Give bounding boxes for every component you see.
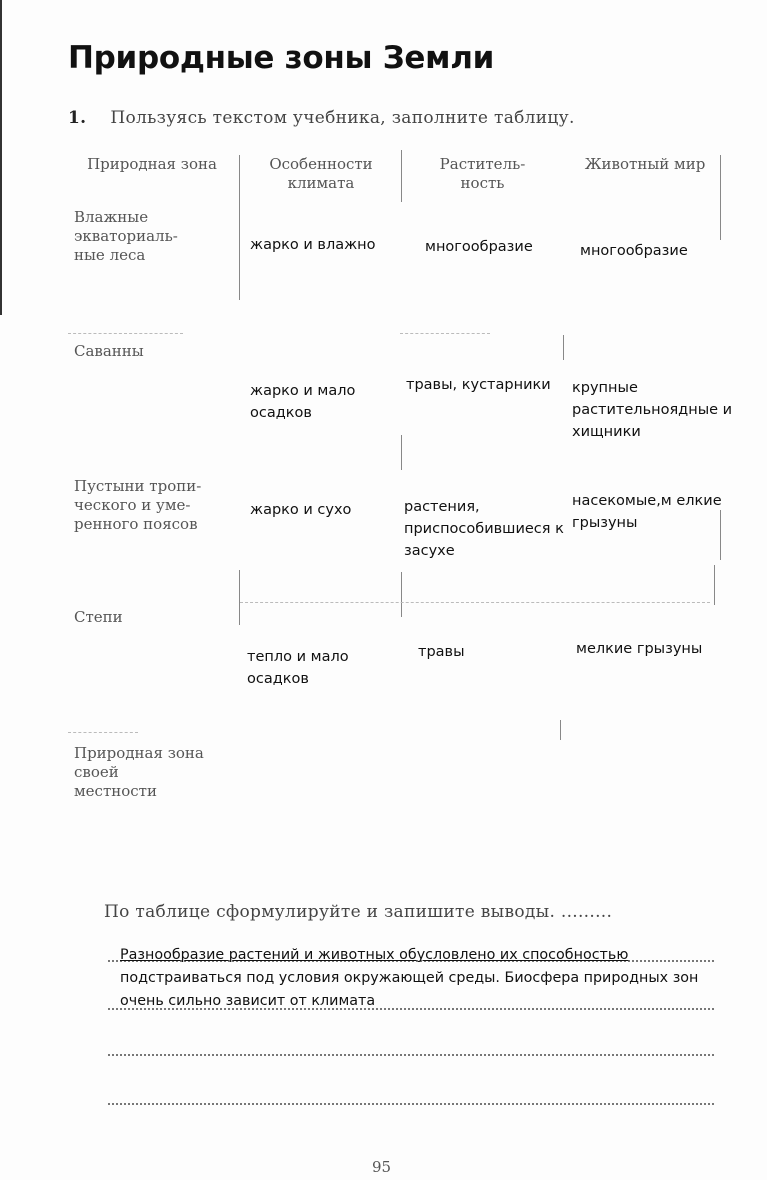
answer-first-line: Разнообразие растений и животных обусловлено их способностью [120, 947, 629, 963]
answer-continuation: подстраиваться под условия окружающей среды. Биосфера природных зон очень сильно зависит от климата [120, 970, 699, 1009]
header-climate: Особенности климата [269, 155, 373, 192]
page-edge [0, 0, 2, 315]
table-divider [401, 150, 402, 202]
zone-name: Саванны [74, 342, 144, 360]
row-divider [400, 333, 490, 334]
climate-cell: жарко и мало осадков [250, 383, 356, 421]
table-divider [720, 155, 721, 240]
task-text: Пользуясь текстом учебника, заполните таблицу. [110, 108, 575, 128]
page-number: 95 [372, 1158, 392, 1176]
vegetation-cell: травы, кустарники [406, 377, 551, 393]
zone-name: Природная зона своей местности [74, 744, 204, 800]
vegetation-cell: травы [418, 644, 465, 660]
vegetation-cell: многообразие [425, 239, 533, 255]
vegetation-cell: растения, приспособившиеся к засухе [404, 499, 564, 559]
page-title: Природные зоны Земли [68, 40, 495, 76]
table-divider [560, 720, 561, 740]
answer-line [108, 1054, 714, 1056]
header-zone: Природная зона [87, 155, 217, 173]
animals-cell: мелкие грызуны [576, 641, 703, 657]
task-number: 1. [68, 108, 87, 128]
table-divider [239, 155, 240, 300]
row-divider [68, 732, 138, 733]
table-divider [239, 570, 240, 625]
row-divider [68, 333, 183, 334]
zone-name: Пустыни тропи- ческого и уме- ренного поясов [74, 477, 202, 533]
table-divider [401, 435, 402, 470]
header-animals: Животный мир [584, 155, 706, 173]
header-vegetation: Раститель- ность [439, 155, 526, 192]
climate-cell: жарко и влажно [250, 237, 376, 253]
task-instruction [68, 108, 575, 128]
answer-line [108, 1103, 714, 1105]
animals-cell: насекомые,м елкие грызуны [572, 493, 722, 531]
table-divider [563, 335, 564, 360]
conclusion-answer [120, 944, 730, 1013]
animals-cell: крупные растительноядные и хищники [572, 380, 733, 440]
table-divider [401, 572, 402, 617]
conclusion-prompt: По таблице сформулируйте и запишите выводы. ......... [104, 902, 613, 922]
row-divider [240, 602, 710, 603]
zone-name: Влажные экваториаль- ные леса [74, 208, 178, 264]
zone-name: Степи [74, 608, 123, 626]
table-divider [714, 565, 715, 605]
climate-cell: тепло и мало осадков [247, 649, 349, 687]
animals-cell: многообразие [580, 243, 688, 259]
climate-cell: жарко и сухо [250, 502, 352, 518]
